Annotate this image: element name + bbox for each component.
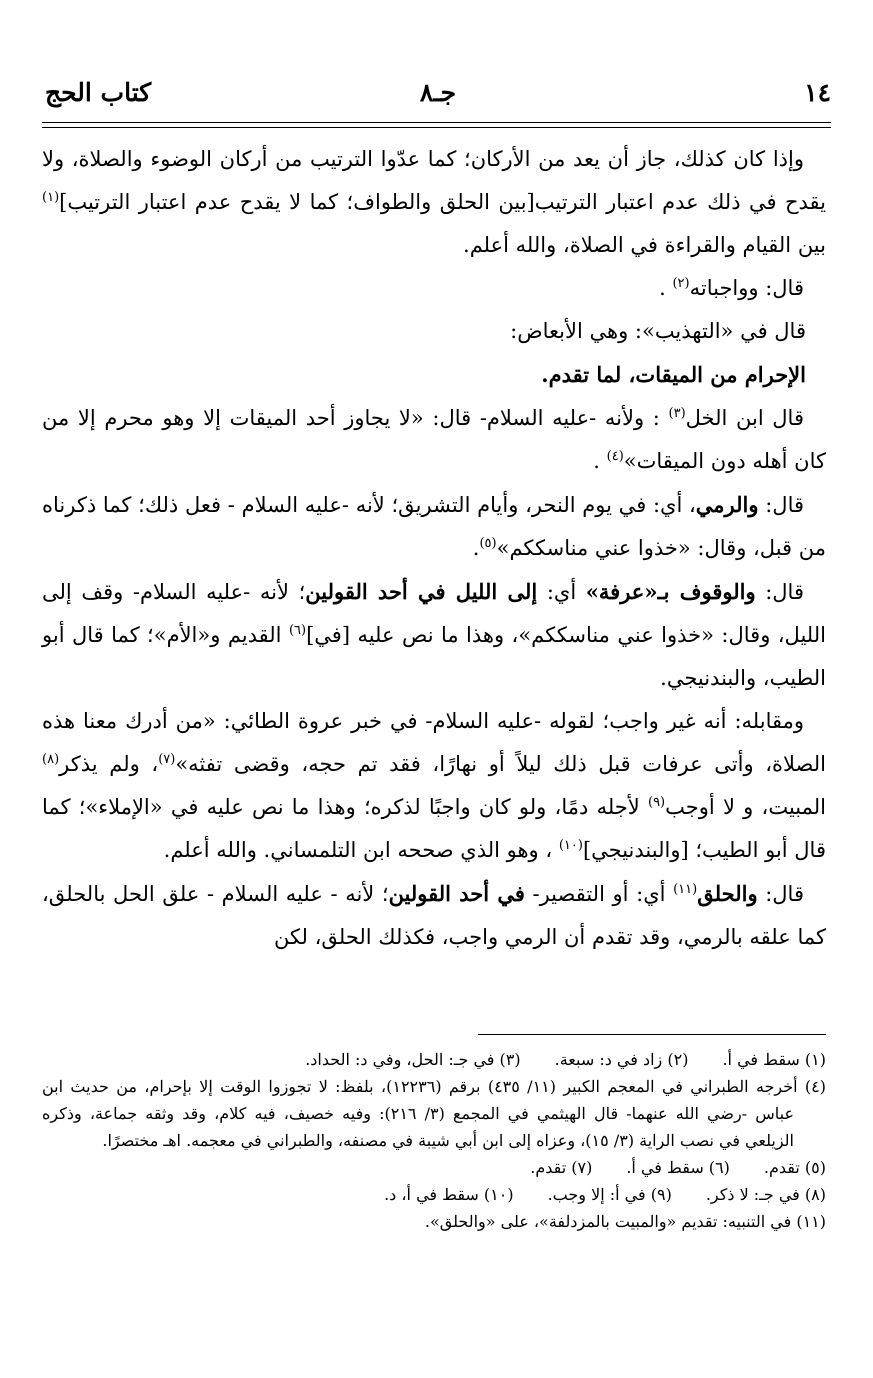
footnote-ref-2: (٢)	[672, 276, 690, 291]
footnote-row-3	[42, 1181, 826, 1208]
footnote-3: (٣) في جـ: الحل، وفي د: الحداد.	[305, 1050, 521, 1069]
book-title: كتاب الحج	[45, 78, 152, 107]
footnote-2: (٢) زاد في د: سبعة.	[554, 1050, 689, 1069]
footnote-6: (٦) سقط في أ.	[626, 1158, 730, 1177]
footnote-ref-5: (٥)	[479, 536, 497, 551]
footnote-ref-7: (٧)	[158, 752, 176, 767]
footnote-row-2	[42, 1154, 826, 1181]
paragraph-3: قال في «التهذيب»: وهي الأبعاض:	[510, 319, 806, 343]
footnote-ref-1: (١)	[42, 190, 60, 205]
paragraph-6: قال: والرمي، أي: في يوم النحر، وأيام التشريق؛ لأنه -عليه السلام - فعل ذلك؛ كما ذكرناه من قبل، وقال: «خذوا عني مناسككم»$^{(٥)}$.	[42, 492, 826, 560]
footnotes	[42, 1046, 826, 1235]
footnote-ref-4: (٤)	[606, 449, 624, 464]
paragraph-5: قال ابن الخل$^{(٣)}$ : ولأنه -عليه السلام- قال: «لا يجاوز أحد الميقات إلا وهو محرم إلا من كان أهله دون الميقات»$^{(٤)}$ .	[42, 406, 826, 473]
footnote-9: (٩) في أ: إلا وجب.	[547, 1185, 672, 1204]
footnote-ref-3: (٣)	[668, 406, 686, 421]
footnote-row-4	[42, 1208, 826, 1235]
paragraph-8: ومقابله: أنه غير واجب؛ لقوله -عليه السلام- في خبر عروة الطائي: «من أدرك معنا هذه الصلاة، وأتى عرفات قبل ذلك ليلاً أو نهارًا، فقد تم حجه، وقضى تفثه»$^{(٧)}$، ولم يذكر$^{(٨)}$ المبيت، و لا أوجب$^{(٩)}$ لأجله دمًا، ولو كان واجبًا لذكره؛ وهذا ما نص عليه في «الإملاء»؛ كما قال أبو الطيب؛ [والبندنيجي]$^{(١٠)}$ ، وهو الذي صححه ابن التلمساني. والله أعلم.	[42, 709, 826, 862]
paragraph-9: قال: والحلق$^{(١١)}$ أي: أو التقصير- في أحد القولين؛ لأنه - عليه السلام - علق الحل بالحلق، كما علقه بالرمي، وقد تقدم أن الرمي واجب، فكذلك الحلق، لكن	[42, 881, 826, 949]
footnote-ref-8: (٨)	[42, 752, 60, 767]
footnote-separator	[478, 1034, 826, 1035]
paragraph-1: وإذا كان كذلك، جاز أن يعد من الأركان؛ كما عدّوا الترتيب من أركان الوضوء والصلاة، ولا يقدح في ذلك عدم اعتبار الترتيب[بين الحلق والطواف؛ كما لا يقدح عدم اعتبار الترتيب]$^{(١)}$ بين القيام والقراءة في الصلاة، والله أعلم.	[42, 147, 826, 257]
footnote-1: (١) سقط في أ.	[722, 1050, 826, 1069]
page-number: ١٤	[804, 78, 831, 107]
paragraph-2: قال: وواجباته$^{(٢)}$ .	[659, 276, 804, 300]
footnote-4: (٤) أخرجه الطبراني في المعجم الكبير (١١/ ٤٣٥) برقم (١٢٢٣٦)، بلفظ: لا تجوزوا الوقت إلا بإحرام، من حديث ابن عباس -رضي الله عنهما- قال الهيثمي في المجمع (٣/ ٢١٦): وفيه خصيف، فيه كلام، وقد وثقه جماعة، وذكره الزيلعي في نصب الراية (٣/ ١٥)، وعزاه إلى ابن أبي شيبة في مصنفه، والطبراني في معجمه. اهـ مختصرًا.	[42, 1077, 827, 1150]
header-rule-bottom	[42, 127, 831, 128]
footnote-row-1	[42, 1046, 826, 1073]
volume-number: جـ٨	[419, 78, 457, 107]
footnote-11: (١١) في التنبيه: تقديم «والمبيت بالمزدلفة»، على «والحلق».	[424, 1212, 826, 1231]
paragraph-7: قال: والوقوف بـ«عرفة» أي: إلى الليل في أحد القولين؛ لأنه -عليه السلام- وقف إلى الليل، وقال: «خذوا عني مناسككم»، وهذا ما نص عليه [في]$^{(٦)}$ القديم و«الأم»؛ كما قال أبو الطيب، والبندنيجي.	[42, 579, 826, 690]
footnote-ref-6: (٦)	[288, 623, 307, 638]
footnote-5: (٥) تقدم.	[763, 1158, 826, 1177]
running-header	[45, 78, 831, 118]
main-text	[42, 138, 826, 959]
paragraph-4: الإحرام من الميقات، لما تقدم.	[541, 362, 806, 387]
footnote-10: (١٠) سقط في أ، د.	[384, 1185, 514, 1204]
footnote-ref-9: (٩)	[647, 795, 666, 810]
footnote-8: (٨) في جـ: لا ذكر.	[705, 1185, 826, 1204]
footnote-7: (٧) تقدم.	[530, 1158, 593, 1177]
header-rule-top	[42, 122, 831, 123]
footnote-ref-10: (١٠)	[558, 838, 583, 853]
footnote-ref-11: (١١)	[673, 882, 698, 897]
